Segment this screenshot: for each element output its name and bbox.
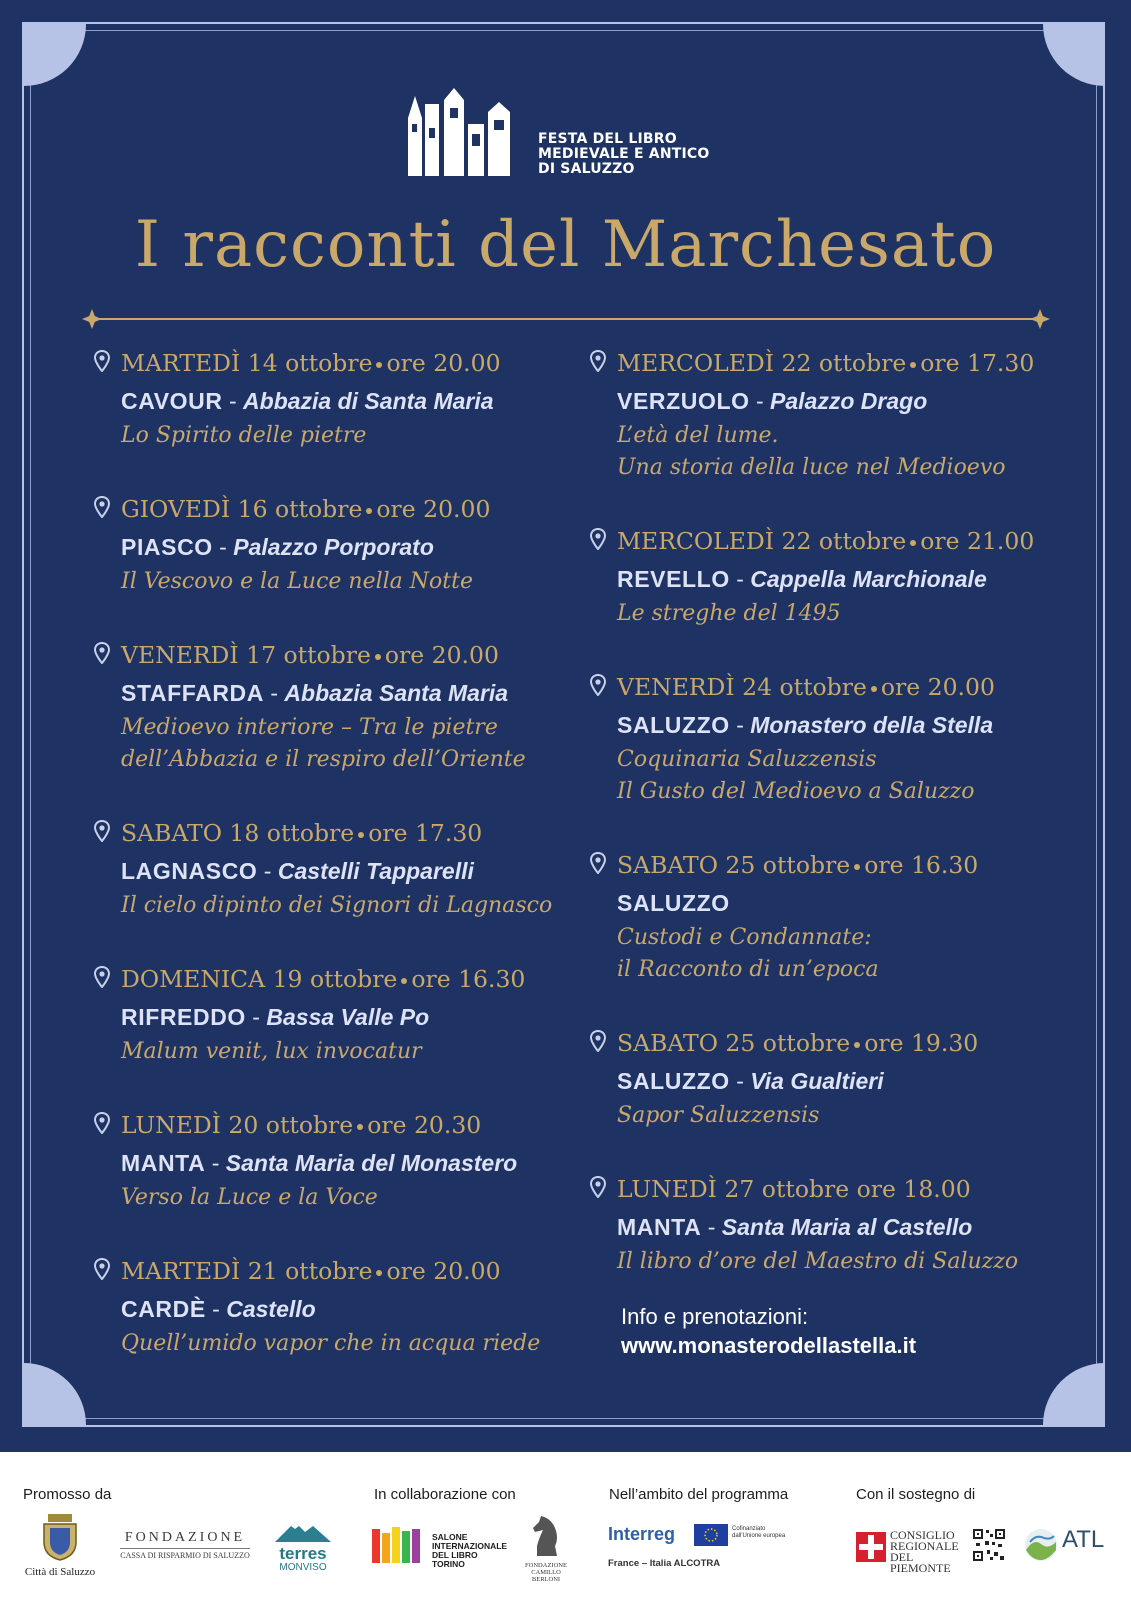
logo-line: MEDIEVALE E ANTICO [538,146,710,162]
separator-dot [401,978,407,984]
event-time: ore 19.30 [864,1029,979,1057]
event-item [94,344,574,452]
event-venue: Palazzo Drago [770,388,928,414]
eu-flag-icon [694,1524,728,1546]
event-day: MARTEDÌ 14 ottobre [121,349,373,377]
location-pin-icon [94,820,110,842]
event-city: CARDÈ [121,1296,206,1322]
event-item [590,846,1070,986]
event-item [94,960,574,1068]
event-title: Lo Spirito delle pietre [121,423,367,448]
event-date [617,1024,1070,1062]
event-city: VERZUOLO [617,388,750,414]
logo-text [538,132,710,177]
location-pin-icon [590,674,606,696]
event-date [121,1106,574,1144]
event-item [94,814,574,922]
event-venue: Via Gualtieri [750,1068,884,1094]
event-time: ore 20.00 [386,1257,501,1285]
event-date [121,814,574,852]
separator-dot [871,686,877,692]
event-location: STAFFARDA - Abbazia Santa Maria [121,680,509,706]
regione-line: DEL PIEMONTE [890,1550,951,1575]
event-location: MANTA - Santa Maria del Monastero [121,1150,518,1176]
event-date [617,846,1070,884]
event-city: MANTA [617,1214,702,1240]
promoted-label: Promosso da [23,1486,112,1503]
event-title: Coquinaria Saluzzensis [617,747,877,772]
event-item [590,1024,1070,1132]
event-venue: Abbazia di Santa Maria [243,388,494,414]
separator-dot [910,362,916,368]
mountain-icon [275,1520,331,1542]
event-city: RIFREDDO [121,1004,246,1030]
event-day: LUNEDÌ 27 ottobre ore 18.00 [617,1175,971,1203]
separator-dot [910,540,916,546]
event-location: REVELLO - Cappella Marchionale [617,566,987,592]
info-block [621,1302,916,1360]
logo-fondazione-crs [114,1530,256,1560]
events-column-left [94,344,574,1360]
event-item [94,490,574,598]
qr-code-icon [972,1528,1006,1562]
crest-icon [38,1512,82,1562]
piemonte-shield-icon [856,1532,886,1562]
event-time: ore 20.00 [376,495,491,523]
berloni-line: CAMILLO [531,1569,561,1576]
berloni-text [520,1562,572,1583]
event-time: ore 17.30 [920,349,1035,377]
event-location: CAVOUR - Abbazia di Santa Maria [121,388,494,414]
event-location: CARDÈ - Castello [121,1296,316,1322]
page-title: I racconti del Marchesato [134,208,997,282]
event-title: Verso la Luce e la Voce [121,1185,378,1210]
terres-line1: terres [279,1544,327,1563]
event-day: VENERDÌ 17 ottobre [121,641,371,669]
event-date [121,344,574,382]
event-title: il Racconto di un’epoca [617,957,879,982]
event-location: MANTA - Santa Maria al Castello [617,1214,973,1240]
towers-icon [408,88,533,180]
event-title: Sapor Saluzzensis [617,1103,820,1128]
event-venue: Bassa Valle Po [266,1004,430,1030]
event-location: VERZUOLO - Palazzo Drago [617,388,928,414]
books-icon [372,1527,428,1565]
event-item [590,1170,1070,1278]
berloni-line: BERLONI [531,1576,561,1583]
location-pin-icon [590,528,606,550]
support-label: Con il sostegno di [856,1486,976,1503]
event-day: MARTEDÌ 21 ottobre [121,1257,373,1285]
event-venue: Palazzo Porporato [233,534,434,560]
event-city: REVELLO [617,566,730,592]
separator-dot [366,508,372,514]
event-title: Le streghe del 1495 [617,601,841,626]
separator-dot [854,1042,860,1048]
event-title: Una storia della luce nel Medioevo [617,455,1006,480]
event-item [94,1252,574,1360]
event-item [94,1106,574,1214]
event-date [617,522,1070,560]
fondazione-name: FONDAZIONE [124,1530,246,1545]
event-city: SALUZZO [617,1068,730,1094]
event-title: Il libro d’ore del Maestro di Saluzzo [617,1249,1019,1274]
event-time: ore 21.00 [920,527,1035,555]
location-pin-icon [590,852,606,874]
atl-name: ATL [1062,1526,1105,1553]
location-pin-icon [94,350,110,372]
event-date [617,668,1070,706]
terres-line2: MONVISO [279,1562,327,1573]
event-city: CAVOUR [121,388,223,414]
salone-text [432,1533,512,1569]
event-location: LAGNASCO - Castelli Tapparelli [121,858,474,884]
separator-dot [854,864,860,870]
separator-dot [375,654,381,660]
separator-dot [376,362,382,368]
event-day: SABATO 25 ottobre [617,851,851,879]
logo-atl [1024,1526,1114,1566]
salone-line: DEL LIBRO TORINO [432,1550,478,1569]
salone-line: SALONE [432,1532,468,1542]
info-url-link[interactable]: www.monasterodellastella.it [621,1333,917,1358]
event-date [121,490,574,528]
event-title: dell’Abbazia e il respiro dell’Oriente [121,747,526,772]
event-day: LUNEDÌ 20 ottobre [121,1111,354,1139]
location-pin-icon [94,496,110,518]
event-location: SALUZZO - Monastero della Stella [617,712,994,738]
location-pin-icon [590,350,606,372]
chess-knight-icon [529,1512,563,1558]
program-label: Nell’ambito del programma [609,1486,789,1503]
event-city: PIASCO [121,534,213,560]
event-title: Il Gusto del Medioevo a Saluzzo [617,779,975,804]
logo-salone-libro [372,1527,512,1571]
event-title: Medioevo interiore – Tra le pietre [121,715,498,740]
event-time: ore 20.30 [367,1111,482,1139]
collab-label: In collaborazione con [374,1486,516,1503]
event-title: Malum venit, lux invocatur [121,1039,422,1064]
event-item [590,344,1070,484]
event-city: STAFFARDA [121,680,264,706]
location-pin-icon [590,1176,606,1198]
location-pin-icon [94,966,110,988]
event-time: ore 20.00 [880,673,995,701]
event-time: ore 20.00 [386,349,501,377]
event-item [590,668,1070,808]
event-venue: Santa Maria del Monastero [225,1150,518,1176]
separator-dot [376,1270,382,1276]
event-location: SALUZZO - Via Gualtieri [617,1068,884,1094]
event-location: RIFREDDO - Bassa Valle Po [121,1004,430,1030]
berloni-line: FONDAZIONE [525,1562,567,1569]
logo-interreg-alcotra [608,1524,798,1574]
location-pin-icon [94,642,110,664]
event-time: ore 17.30 [368,819,483,847]
event-date [121,636,574,674]
event-title: Il cielo dipinto dei Signori di Lagnasco [121,893,553,918]
salone-line: INTERNAZIONALE [432,1541,508,1551]
interreg-sub: France – Italia ALCOTRA [608,1558,721,1569]
events-column-right [590,344,1070,1278]
event-city: LAGNASCO [121,858,258,884]
event-location: PIASCO - Palazzo Porporato [121,534,434,560]
event-date [617,344,1070,382]
event-time: ore 16.30 [411,965,526,993]
event-venue: Monastero della Stella [750,712,994,738]
interreg-name: Interreg [608,1524,676,1544]
logo-line: DI SALUZZO [538,161,635,177]
event-city: SALUZZO [617,712,730,738]
atl-circle-icon [1024,1528,1058,1562]
location-pin-icon [94,1112,110,1134]
regione-text [890,1530,968,1574]
event-day: MERCOLEDÌ 22 ottobre [617,527,907,555]
fondazione-sub: CASSA DI RISPARMIO DI SALUZZO [120,1551,250,1560]
info-label: Info e prenotazioni: [621,1304,809,1329]
event-item [94,636,574,776]
location-pin-icon [590,1030,606,1052]
separator-dot [358,832,364,838]
event-date [617,1170,1070,1208]
event-title: Quell’umido vapor che in acqua riede [121,1331,541,1356]
event-venue: Santa Maria al Castello [721,1214,973,1240]
event-day: VENERDÌ 24 ottobre [617,673,867,701]
event-city: MANTA [121,1150,206,1176]
eu-text: Cofinanziato dall'Unione europea [732,1526,786,1539]
event-venue: Castello [226,1296,316,1322]
logo-terres-monviso [272,1520,334,1573]
event-city: SALUZZO [617,890,730,916]
event-day: GIOVEDÌ 16 ottobre [121,495,363,523]
event-date [121,960,574,998]
event-title: Il Vescovo e la Luce nella Notte [121,569,473,594]
event-title: Custodi e Condannate: [617,925,872,950]
event-day: SABATO 18 ottobre [121,819,355,847]
event-time: ore 16.30 [864,851,979,879]
event-venue: Castelli Tapparelli [277,858,474,884]
event-day: DOMENICA 19 ottobre [121,965,398,993]
logo-consiglio-regionale [856,1528,968,1575]
event-time: ore 20.00 [384,641,499,669]
event-location [617,884,1070,922]
event-date [121,1252,574,1290]
event-day: MERCOLEDÌ 22 ottobre [617,349,907,377]
event-venue: Abbazia Santa Maria [284,680,509,706]
event-venue: Cappella Marchionale [750,566,987,592]
separator-dot [357,1124,363,1130]
regione-line: CONSIGLIO [890,1528,955,1542]
logo-line: FESTA DEL LIBRO [538,131,677,147]
logo-citta-di-saluzzo [20,1512,100,1592]
event-item [590,522,1070,630]
event-title: L’età del lume. [617,423,779,448]
regione-line: REGIONALE [890,1539,959,1553]
event-day: SABATO 25 ottobre [617,1029,851,1057]
festival-logo [408,88,728,180]
saluzzo-caption: Città di Saluzzo [24,1566,96,1578]
location-pin-icon [94,1258,110,1280]
logo-fondazione-berloni [520,1512,572,1583]
ornamental-divider [78,304,1054,334]
